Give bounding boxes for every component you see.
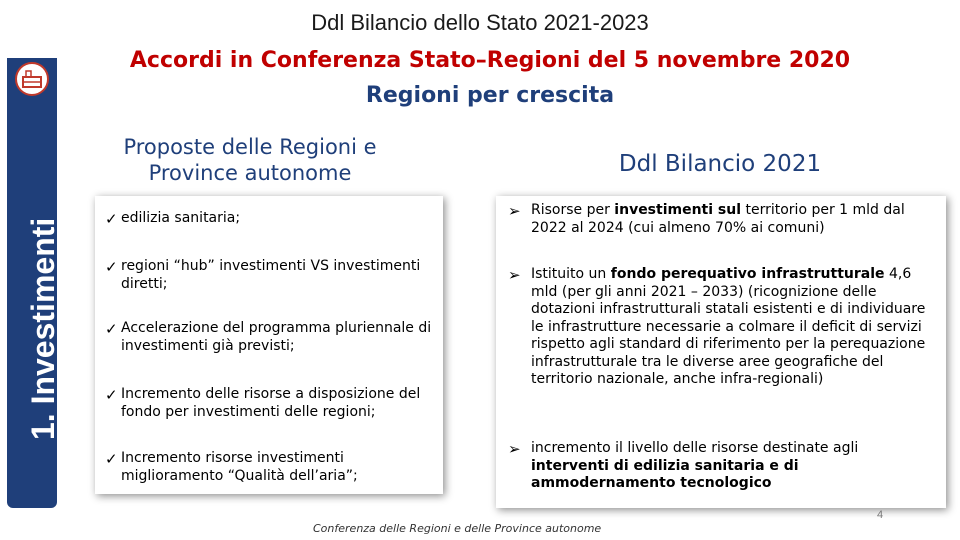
checkmark-icon: ✓ [105, 320, 118, 338]
checkmark-icon: ✓ [105, 258, 118, 276]
arrowhead-icon: ➢ [508, 440, 521, 458]
list-item [105, 320, 435, 355]
list-item-text: Incremento risorse investimenti miglioramento “Qualità dell’aria”; [121, 450, 358, 484]
footer-text: Conferenza delle Regioni e delle Province autonome [313, 522, 602, 535]
regions-building-icon [15, 62, 49, 96]
page-number: 4 [877, 509, 884, 521]
arrowhead-icon: ➢ [508, 202, 521, 220]
list-item [105, 210, 435, 228]
page-title: Ddl Bilancio dello Stato 2021-2023 [311, 10, 649, 35]
subtitle-regions: Regioni per crescita [365, 83, 615, 108]
list-item [508, 202, 938, 237]
list-item-text: Risorse per investimenti sul territorio per 1 mld dal 2022 al 2024 (cui almeno 70% ai comuni) [531, 202, 905, 236]
right-column-heading: Ddl Bilancio 2021 [618, 151, 822, 177]
checkmark-icon: ✓ [105, 210, 118, 228]
list-item-text: Incremento delle risorse a disposizione del fondo per investimenti delle regioni; [121, 386, 421, 420]
list-item-text: regioni “hub” investimenti VS investimenti diretti; [121, 258, 421, 292]
list-item-text: incremento il livello delle risorse destinate agli interventi di edilizia sanitaria e di ammodernamento tecnologico [531, 440, 859, 491]
checkmark-icon: ✓ [105, 450, 118, 468]
list-item [105, 258, 435, 293]
list-item-text: Accelerazione del programma pluriennale di investimenti già previsti; [121, 320, 432, 354]
list-item [508, 440, 938, 493]
list-item [105, 386, 435, 421]
list-item-text: Istituito un fondo perequativo infrastrutturale 4,6 mld (per gli anni 2021 – 2033) (ricognizione delle dotazioni infrastrutturali statali esistenti e di individuare le infrastrutture necessarie a colmare il deficit di servizi rispetto agli standard di riferimento per la perequazione infrastrutturale tra le diverse aree geografiche del territorio nazionale, anche infra-regionali) [531, 266, 926, 387]
checkmark-icon: ✓ [105, 386, 118, 404]
list-item [105, 450, 435, 485]
subtitle-agreement: Accordi in Conferenza Stato–Regioni del 5 novembre 2020 [129, 48, 851, 73]
proposals-box [95, 196, 443, 494]
list-item-text: edilizia sanitaria; [121, 210, 241, 226]
left-column-heading: Proposte delle Regioni e Province autonome [123, 135, 377, 186]
budget-box [496, 196, 946, 508]
section-label: 1. Investimenti [25, 217, 61, 440]
arrowhead-icon: ➢ [508, 266, 521, 284]
list-item [508, 266, 938, 389]
